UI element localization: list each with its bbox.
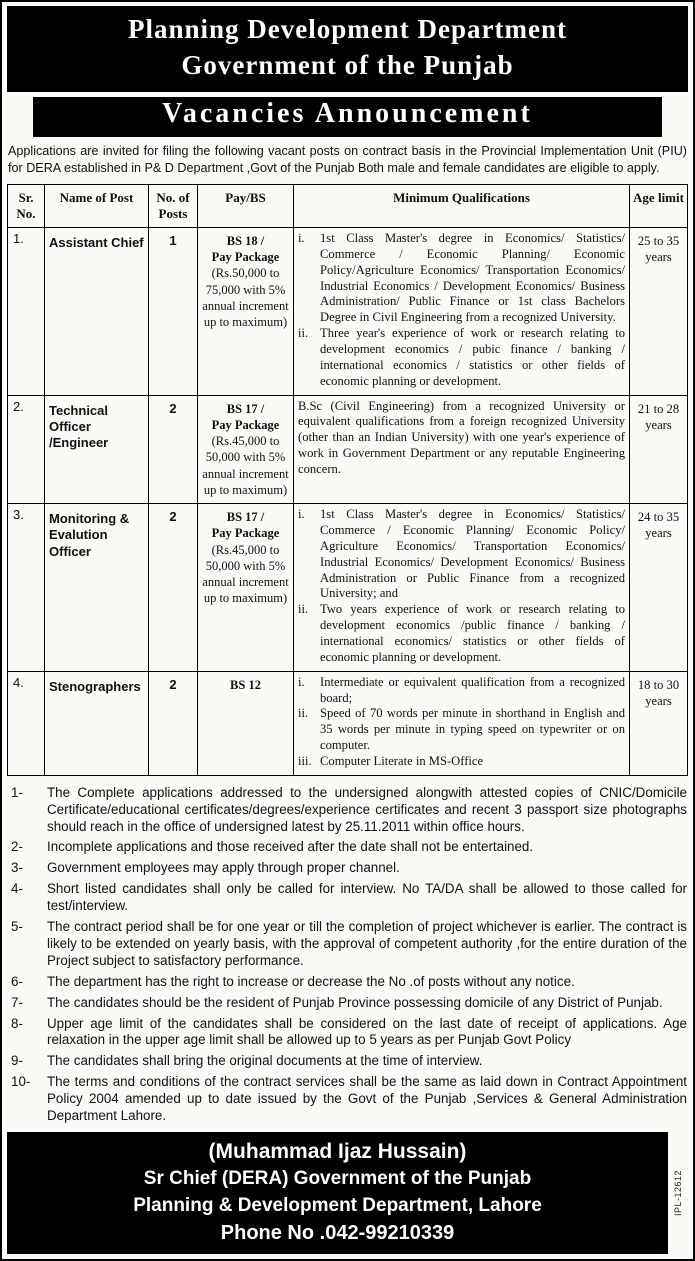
cell-pay xyxy=(198,395,294,504)
pay-package: Pay Package xyxy=(211,417,280,432)
list-item xyxy=(8,785,687,836)
qualification-item xyxy=(298,507,625,602)
qualification-text: Intermediate or equivalent qualification from a recognized board; xyxy=(320,674,625,705)
header-line2: Government of the Punjab xyxy=(181,49,514,80)
qualification-text: B.Sc (Civil Engineering) from a recognized University or equivalent qualifications from a foreign recognized University (other than an Indian University) with one year's experience of work in Government Department or any reputable Engineering concern. xyxy=(298,398,625,476)
header xyxy=(7,6,688,92)
cell-post-name: Stenographers xyxy=(45,671,149,775)
qualification-text: Speed of 70 words per minute in shorthand in English and 35 words per minute in typing speed on typewriter or on computer. xyxy=(320,706,625,753)
cell-qualifications xyxy=(294,671,630,775)
col-header-no-of-posts: No. of Posts xyxy=(149,184,198,227)
qualification-text: 1st Class Master's degree in Economics/ Statistics/ Commerce / Economic Planning/ Economic Policy/ Agriculture Economics/ Transportation Economics/ Industrial Economics/ Development Economics/ Business Administration or Public Finance from a recognized University; and xyxy=(320,507,625,601)
cell-post-name: Assistant Chief xyxy=(45,227,149,395)
table-row xyxy=(8,227,688,395)
note-number: 9- xyxy=(11,1053,23,1069)
cell-posts-count: 2 xyxy=(149,671,198,775)
signatory-title: Sr Chief (DERA) Government of the Punjab xyxy=(143,1168,532,1190)
signatory-name: (Muhammad Ijaz Hussain) xyxy=(208,1139,467,1163)
qualification-item xyxy=(298,706,625,754)
cell-posts-count: 2 xyxy=(149,395,198,504)
qualification-item xyxy=(298,675,625,707)
cell-qualifications xyxy=(294,504,630,672)
pay-details: (Rs.50,000 to 75,000 with 5% annual increment up to maximum) xyxy=(202,266,289,330)
note-text: The Complete applications addressed to the undersigned alongwith attested copies of CNIC/Domicile Certificate/educational certificates/degrees/experience certificates and recent 3 passport size photographs should reach in the office of undersigned latest by 25.11.2011 within office hours. xyxy=(47,784,687,834)
pay-bs: BS 17 / xyxy=(226,510,265,525)
note-number: 8- xyxy=(11,1015,23,1031)
note-number: 4- xyxy=(11,881,23,897)
cell-sr: 3. xyxy=(8,504,45,672)
list-item xyxy=(8,860,687,877)
qualification-item xyxy=(298,326,625,389)
cell-posts-count: 2 xyxy=(149,504,198,672)
note-text: Upper age limit of the candidates shall be considered on the last date of receipt of applications. Age relaxation in the upper age limit shall be allowed up to 5 years as per Punjab Govt Policy xyxy=(47,1015,687,1048)
banner-title: Vacancies Announcement xyxy=(33,97,662,137)
qualification-num: i. xyxy=(298,674,305,689)
header-line1: Planning Development Department xyxy=(128,14,567,44)
cell-post-name: Monitoring & Evalution Officer xyxy=(45,504,149,672)
footer-row xyxy=(7,1132,688,1255)
note-text: The contract period shall be for one year or till the completion of project whichever is earlier. The contract is likely to be extended on yearly basis, with the approval of competent authority ,for the entire duration of the Project subject to satisfactory performance. xyxy=(47,919,687,968)
contact-phone: Phone No .042-99210339 xyxy=(220,1222,455,1245)
note-text: Incomplete applications and those received after the date shall not be entertained. xyxy=(47,839,534,855)
qualification-num: ii. xyxy=(298,602,309,617)
qualification-item xyxy=(298,231,625,326)
qualification-num: i. xyxy=(298,230,305,245)
pay-bs: BS 17 / xyxy=(226,401,265,416)
note-number: 10- xyxy=(11,1074,31,1090)
pay-bs: BS 18 / xyxy=(226,233,265,248)
note-text: The department has the right to increase or decrease the No .of posts without any notice. xyxy=(47,973,575,989)
list-item xyxy=(8,1074,687,1125)
cell-sr: 1. xyxy=(8,227,45,395)
qualification-text: Computer Literate in MS-Office xyxy=(320,753,484,768)
qualification-text: 1st Class Master's degree in Economics/ Statistics/ Commerce / Economic Planning/ Economic Policy/Agriculture Economics/ Transportation Economics/ Industrial Economics / Development Economics/ Business Administration/ Public Finance or 1st class Bachelors Degree in Civil Engineering from a recognized University. xyxy=(320,230,625,325)
note-text: Government employees may apply through proper channel. xyxy=(47,860,400,876)
pay-details: (Rs.45,000 to 50,000 with 5% annual increment up to maximum) xyxy=(202,434,289,497)
qualification-item xyxy=(298,754,625,770)
table-row xyxy=(8,671,688,775)
note-number: 6- xyxy=(11,973,23,989)
list-item xyxy=(8,995,687,1012)
qualification-num: ii. xyxy=(298,326,309,341)
intro-paragraph: Applications are invited for filing the following vacant posts on contract basis in the Provincial Implementation Unit (PIU) for DERA established in P& D Department ,Govt of the Punjab Both male and female candidates are eligible to apply. xyxy=(8,144,687,175)
cell-age-limit: 24 to 35 years xyxy=(630,504,688,672)
pay-package: Pay Package xyxy=(211,250,280,265)
col-header-pay-bs: Pay/BS xyxy=(198,184,294,227)
col-header-sr-no: Sr. No. xyxy=(8,184,45,227)
pay-bs: BS 12 xyxy=(230,677,261,692)
qualification-text: Two years experience of work or research relating to development economics /public finance / banking / international economics/ statistics or other fields of economic planning or development. xyxy=(320,602,625,664)
cell-qualifications xyxy=(294,227,630,395)
table-row xyxy=(8,395,688,504)
qualification-item xyxy=(298,602,625,665)
col-header-age-limit: Age limit xyxy=(630,184,688,227)
list-item xyxy=(8,839,687,856)
note-text: The terms and conditions of the contract services shall be the same as laid down in Contract Appointment Policy 2004 amended up to date issued by the Govt of the Punjab ,Services & General Administration Department Lahore. xyxy=(47,1074,687,1123)
cell-sr: 4. xyxy=(8,671,45,775)
note-text: The candidates shall bring the original documents at the time of interview. xyxy=(47,1053,483,1069)
list-item xyxy=(8,1016,687,1050)
cell-post-name: Technical Officer /Engineer xyxy=(45,395,149,504)
note-text: Short listed candidates shall only be called for interview. No TA/DA shall be allowed to those called for test/interview. xyxy=(47,881,687,914)
note-number: 5- xyxy=(11,919,23,935)
qualification-num: i. xyxy=(298,507,305,522)
cell-qualifications xyxy=(294,395,630,504)
qualification-num: ii. xyxy=(298,706,309,721)
signatory-department: Planning & Development Department, Lahore xyxy=(133,1194,542,1216)
cell-age-limit: 25 to 35 years xyxy=(630,227,688,395)
list-item xyxy=(8,974,687,991)
cell-age-limit: 18 to 30 years xyxy=(630,671,688,775)
cell-age-limit: 21 to 28 years xyxy=(630,395,688,504)
cell-pay xyxy=(198,504,294,672)
footer-signature-block xyxy=(7,1132,668,1255)
pay-package: Pay Package xyxy=(211,526,280,541)
terms-and-conditions-list xyxy=(8,785,687,1125)
list-item xyxy=(8,1053,687,1070)
col-header-min-qualifications: Minimum Qualifications xyxy=(294,184,630,227)
cell-sr: 2. xyxy=(8,395,45,504)
cell-pay xyxy=(198,671,294,775)
table-header-row xyxy=(8,184,688,227)
note-number: 1- xyxy=(11,784,23,800)
note-number: 7- xyxy=(11,994,23,1010)
note-text: The candidates should be the resident of Punjab Province possessing domicile of any District of Punjab. xyxy=(47,994,663,1010)
qualification-text: Three year's experience of work or research relating to development economics / pubic finance / banking / international economics / statistics or other fields of economic planning or development. xyxy=(320,326,625,388)
side-strip xyxy=(668,1132,688,1255)
list-item xyxy=(8,919,687,970)
cell-posts-count: 1 xyxy=(149,227,198,395)
note-number: 2- xyxy=(11,839,23,855)
qualification-num: iii. xyxy=(298,753,312,768)
col-header-name-of-post: Name of Post xyxy=(45,184,149,227)
vacancies-table xyxy=(7,184,688,776)
list-item xyxy=(8,881,687,915)
cell-pay xyxy=(198,227,294,395)
note-number: 3- xyxy=(11,860,23,876)
pay-details: (Rs.45,000 to 50,000 with 5% annual increment up to maximum) xyxy=(202,542,289,606)
table-row xyxy=(8,504,688,672)
ad-reference-code: IPL-12612 xyxy=(673,1170,684,1217)
